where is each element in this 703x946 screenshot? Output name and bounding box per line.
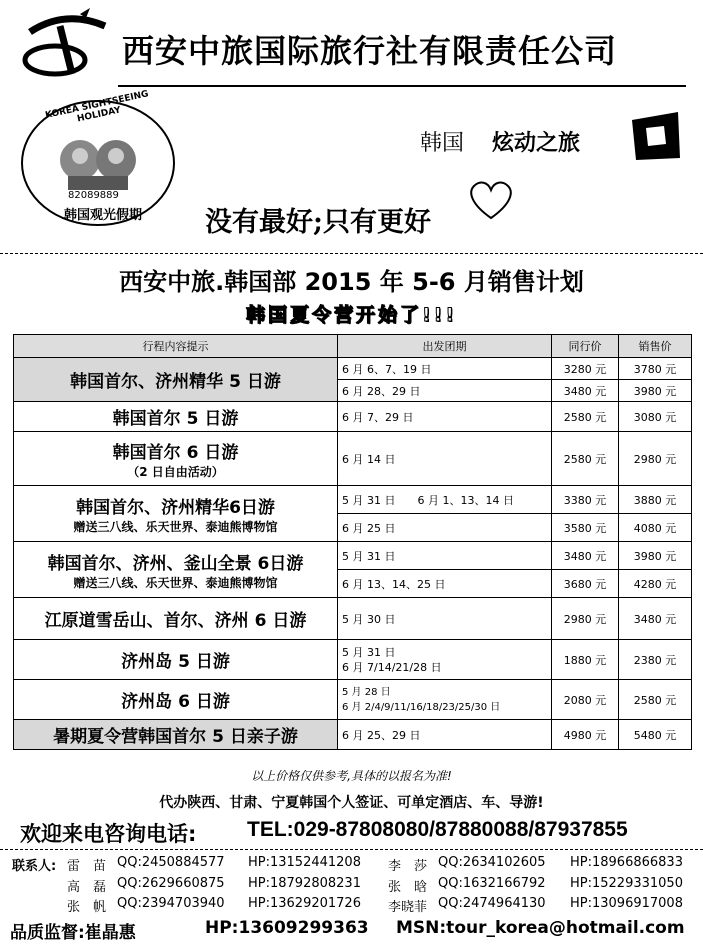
route-cell: [14, 640, 338, 680]
sale-price-cell: 2380 元: [619, 640, 692, 680]
contact-hp: HP:18792808231: [248, 876, 361, 891]
sale-price-cell: 4280 元: [619, 570, 692, 598]
header-peer-price: 同行价: [552, 335, 619, 358]
contact-name: 雷 苗: [67, 859, 107, 874]
route-note: 赠送三八线、乐天世界、泰迪熊博物馆: [73, 575, 278, 590]
sale-price-cell: 3480 元: [619, 598, 692, 640]
route-note: 赠送三八线、乐天世界、泰迪熊博物馆: [73, 519, 278, 534]
peer-price-cell: 3580 元: [552, 514, 619, 542]
services-text: 代办陕西、甘肃、宁夏韩国个人签证、可单定酒店、车、导游!: [159, 795, 544, 811]
table-row: [14, 358, 692, 380]
peer-price-cell: 3380 元: [552, 486, 619, 514]
contact-qq: QQ:2394703940: [117, 896, 225, 911]
section-divider: [0, 253, 703, 254]
table-row: [14, 640, 692, 680]
peer-price-cell: 2080 元: [552, 680, 619, 720]
date-cell: 6 月 25 日: [338, 514, 552, 542]
hotline-label: 欢迎来电咨询电话:: [20, 822, 197, 846]
header-sale-price: 销售价: [619, 335, 692, 358]
sale-price-cell: 3980 元: [619, 542, 692, 570]
contact-hp: HP:13096917008: [570, 896, 683, 911]
peer-price-cell: 2580 元: [552, 402, 619, 432]
contact-hp: HP:13629201726: [248, 896, 361, 911]
route-cell: [14, 542, 338, 598]
sale-price-cell: 5480 元: [619, 720, 692, 750]
contact-qq: QQ:2629660875: [117, 876, 225, 891]
route-cell: [14, 432, 338, 486]
peer-price-cell: 3480 元: [552, 542, 619, 570]
route-cell: [14, 680, 338, 720]
table-row: [14, 402, 692, 432]
korea-holiday-badge: [18, 89, 178, 228]
sale-price-cell: 2580 元: [619, 680, 692, 720]
contact-row: [12, 876, 692, 894]
contact-name: 李 莎: [388, 859, 428, 874]
peer-price-cell: 2980 元: [552, 598, 619, 640]
table-header-row: [14, 335, 692, 358]
date-cell: 6 月 14 日: [338, 432, 552, 486]
route-name: 暑期夏令营韩国首尔 5 日亲子游: [53, 727, 298, 747]
route-note: （2 日自由活动）: [127, 464, 224, 479]
supervisor-label: 品质监督:崔晶惠: [10, 923, 136, 943]
route-cell: [14, 402, 338, 432]
date-cell: 6 月 25、29 日: [338, 720, 552, 750]
contact-hp: HP:18966866833: [570, 855, 683, 870]
contact-label: 联系人:: [12, 859, 57, 874]
route-cell: [14, 720, 338, 750]
hotline-numbers: TEL:029-87808080/87880088/87937855: [247, 818, 628, 841]
table-row: [14, 680, 692, 720]
company-logo: [10, 4, 120, 84]
contact-hp: HP:15229331050: [570, 876, 683, 891]
peer-price-cell: 1880 元: [552, 640, 619, 680]
contact-qq: QQ:1632166792: [438, 876, 546, 891]
peer-price-cell: 4980 元: [552, 720, 619, 750]
contact-row: [12, 896, 692, 914]
route-name: 江原道雪岳山、首尔、济州 6 日游: [44, 611, 307, 631]
header-date: 出发团期: [338, 335, 552, 358]
slogan-korea: 韩国: [420, 131, 465, 156]
date-cell: 5 月 31 日: [338, 542, 552, 570]
badge-bottom-text: 韩国观光假期: [63, 208, 142, 223]
table-row: [14, 598, 692, 640]
table-row: [14, 486, 692, 514]
header-divider: [118, 85, 686, 87]
peer-price-cell: 3480 元: [552, 380, 619, 402]
date-cell: 6 月 7、29 日: [338, 402, 552, 432]
disclaimer: 以上价格仅供参考,具体的以报名为准!: [251, 769, 452, 783]
contact-name: 张 帆: [67, 900, 107, 915]
sale-price-cell: 2980 元: [619, 432, 692, 486]
date-cell: 6 月 6、7、19 日: [338, 358, 552, 380]
contact-name: 李晓菲: [388, 900, 428, 915]
contact-qq: QQ:2450884577: [117, 855, 225, 870]
contact-name: 张 晗: [388, 880, 428, 895]
table-row: [14, 432, 692, 486]
route-name: 韩国首尔 6 日游: [112, 442, 239, 463]
page-subtitle: 韩国夏令营开始了!!!: [246, 304, 457, 326]
heart-icon: [466, 178, 516, 222]
sale-price-cell: 4080 元: [619, 514, 692, 542]
badge-phone: 82089889: [68, 190, 119, 201]
price-table: [13, 334, 692, 750]
badge-text: KOREA SIGHTSEEING HOLIDAY: [44, 89, 150, 125]
contact-qq: QQ:2634102605: [438, 855, 546, 870]
route-name: 韩国首尔、济州、釜山全景 6日游: [47, 553, 304, 574]
route-cell: [14, 358, 338, 402]
peer-price-cell: 3280 元: [552, 358, 619, 380]
sale-price-cell: 3080 元: [619, 402, 692, 432]
route-cell: [14, 486, 338, 542]
peer-price-cell: 2580 元: [552, 432, 619, 486]
contact-qq: QQ:2474964130: [438, 896, 546, 911]
header-route: 行程内容提示: [14, 335, 338, 358]
date-cell: 5 月 31 日 6 月 7/14/21/28 日: [338, 640, 552, 680]
route-name: 济州岛 5 日游: [121, 652, 230, 672]
slogan-square-icon: [628, 110, 683, 162]
page-title: 西安中旅.韩国部 2015 年 5-6 月销售计划: [119, 268, 584, 296]
date-cell: 6 月 13、14、25 日: [338, 570, 552, 598]
contact-row: [12, 855, 692, 873]
route-name: 韩国首尔、济州精华 5 日游: [70, 372, 281, 392]
date-cell: 5 月 28 日 6 月 2/4/9/11/16/18/23/25/30 日: [338, 680, 552, 720]
route-cell: [14, 598, 338, 640]
table-row: [14, 720, 692, 750]
sale-price-cell: 3980 元: [619, 380, 692, 402]
route-name: 济州岛 6 日游: [121, 692, 230, 712]
slogan-best: 没有最好;只有更好: [205, 207, 431, 238]
logo-icon: [10, 4, 120, 84]
footer-divider: [0, 849, 703, 850]
route-name: 韩国首尔 5 日游: [112, 409, 239, 429]
sale-price-cell: 3780 元: [619, 358, 692, 380]
sale-price-cell: 3880 元: [619, 486, 692, 514]
date-cell: 5 月 30 日: [338, 598, 552, 640]
peer-price-cell: 3680 元: [552, 570, 619, 598]
route-name: 韩国首尔、济州精华6日游: [76, 497, 275, 518]
table-row: [14, 542, 692, 570]
msn-contact: MSN:tour_korea@hotmail.com: [396, 918, 685, 938]
contact-name: 高 磊: [67, 880, 107, 895]
date-cell: 5 月 31 日 6 月 1、13、14 日: [338, 486, 552, 514]
date-cell: 6 月 28、29 日: [338, 380, 552, 402]
contact-hp: HP:13152441208: [248, 855, 361, 870]
slogan-trip: 炫动之旅: [492, 131, 581, 156]
company-name: 西安中旅国际旅行社有限责任公司: [122, 32, 618, 70]
supervisor-hp: HP:13609299363: [205, 918, 369, 938]
